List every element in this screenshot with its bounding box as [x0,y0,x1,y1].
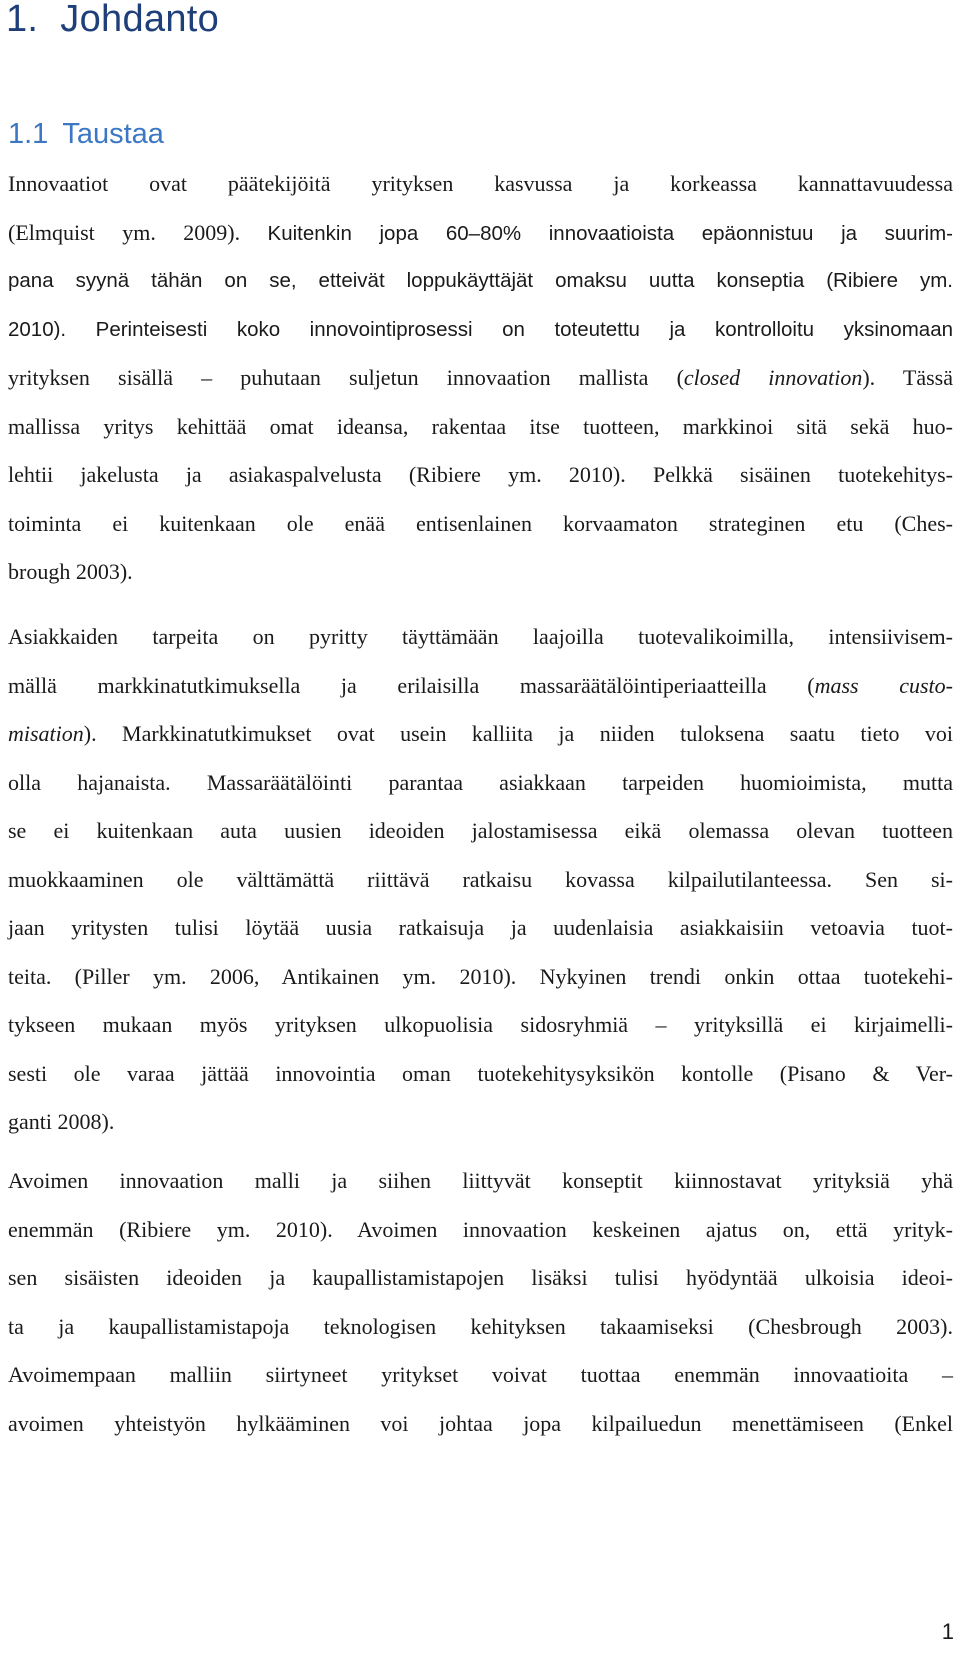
text-line: sen sisäisten ideoiden ja kaupallistamistapojen lisäksi tulisi hyödyntää ulkoisia ideoi- [8,1265,953,1290]
text-line: mallissa yritys kehittää omat ideansa, rakentaa itse tuotteen, markkinoi sitä sekä huo- [8,413,953,439]
text-fragment: ). Tässä [862,365,953,390]
text-line: teita. (Piller ym. 2006, Antikainen ym. 2010). Nykyinen trendi onkin ottaa tuotekehi- [8,963,953,989]
text-line: Asiakkaiden tarpeita on pyritty täyttämään laajoilla tuotevalikoimilla, intensiivisem- [8,624,953,649]
italic-term: closed innovation [683,365,863,390]
chapter-title: Johdanto [60,0,220,40]
text-line: pana syynä tähän on se, etteivät loppukäyttäjät omaksu uutta konseptia (Ribiere ym. [8,269,953,292]
text-line: ta ja kaupallistamistapoja teknologisen kehityksen takaamiseksi (Chesbrough 2003). [8,1313,953,1339]
text-fragment: Kuitenkin jopa 60–80% innovaatioista epäonnistuu ja suurim- [267,221,953,245]
italic-term: mass custo- [814,672,953,698]
text-line: lehtii jakelusta ja asiakaspalvelusta (Ribiere ym. 2010). Pelkkä sisäinen tuotekehitys- [8,462,953,487]
italic-term: misation [8,721,84,746]
chapter-number: 1. [6,0,39,40]
text-line: Innovaatiot ovat päätekijöitä yrityksen kasvussa ja korkeassa kannattavuudessa [8,171,953,196]
paragraph-1 [8,160,953,597]
text-fragment: (Elmquist ym. 2009). [8,219,268,245]
text-line [8,710,953,759]
text-line: Avoimen innovaation malli ja siihen liittyvät konseptit kiinnostavat yrityksiä yhä [8,1168,953,1193]
paragraph-3 [8,1157,953,1448]
section-heading [8,114,164,154]
text-fragment: mällä markkinatutkimuksella ja erilaisilla massaräätälöintiperiaatteilla ( [8,672,815,698]
text-line: se ei kuitenkaan auta uusien ideoiden jalostamisessa eikä olemassa olevan tuotteen [8,818,953,843]
text-line: 2010). Perinteisesti koko innovointiprosessi on toteutettu ja kontrolloitu yksinomaan [8,317,953,341]
text-line [8,354,953,403]
text-line [8,209,953,258]
text-line [8,662,953,711]
text-line: jaan yritysten tulisi löytää uusia ratkaisuja ja uudenlaisia asiakkaisiin vetoavia tuot- [8,915,953,940]
paragraph-2 [8,613,953,1147]
text-line: enemmän (Ribiere ym. 2010). Avoimen innovaation keskeinen ajatus on, että yrityk- [8,1216,953,1242]
text-fragment: ). Markkinatutkimukset ovat usein kalliita ja niiden tuloksena saatu tieto voi [83,721,953,746]
text-line: brough 2003). [8,559,133,584]
text-line: Avoimempaan malliin siirtyneet yritykset voivat tuottaa enemmän innovaatioita – [8,1362,953,1387]
text-line: avoimen yhteistyön hylkääminen voi johtaa jopa kilpailuedun menettämiseen (Enkel [8,1410,953,1436]
text-line: toiminta ei kuitenkaan ole enää entisenlainen korvaamaton strateginen etu (Ches- [8,510,953,536]
chapter-heading [6,0,219,44]
text-line: sesti ole varaa jättää innovointia oman tuotekehitysyksikön kontolle (Pisano & Ver- [8,1060,953,1086]
section-title: Taustaa [62,118,164,150]
text-fragment: yrityksen sisällä – puhutaan suljetun innovaation mallista ( [8,365,684,390]
section-number: 1.1 [8,118,49,150]
text-line: muokkaaminen ole välttämättä riittävä ratkaisu kovassa kilpailutilanteessa. Sen si- [8,866,953,892]
page-number: 1 [941,1619,954,1644]
text-line: ganti 2008). [8,1109,115,1134]
text-line: tykseen mukaan myös yrityksen ulkopuolisia sidosryhmiä – yrityksillä ei kirjaimelli- [8,1012,953,1037]
text-line: olla hajanaista. Massaräätälöinti parantaa asiakkaan tarpeiden huomioimista, mutta [8,769,953,795]
